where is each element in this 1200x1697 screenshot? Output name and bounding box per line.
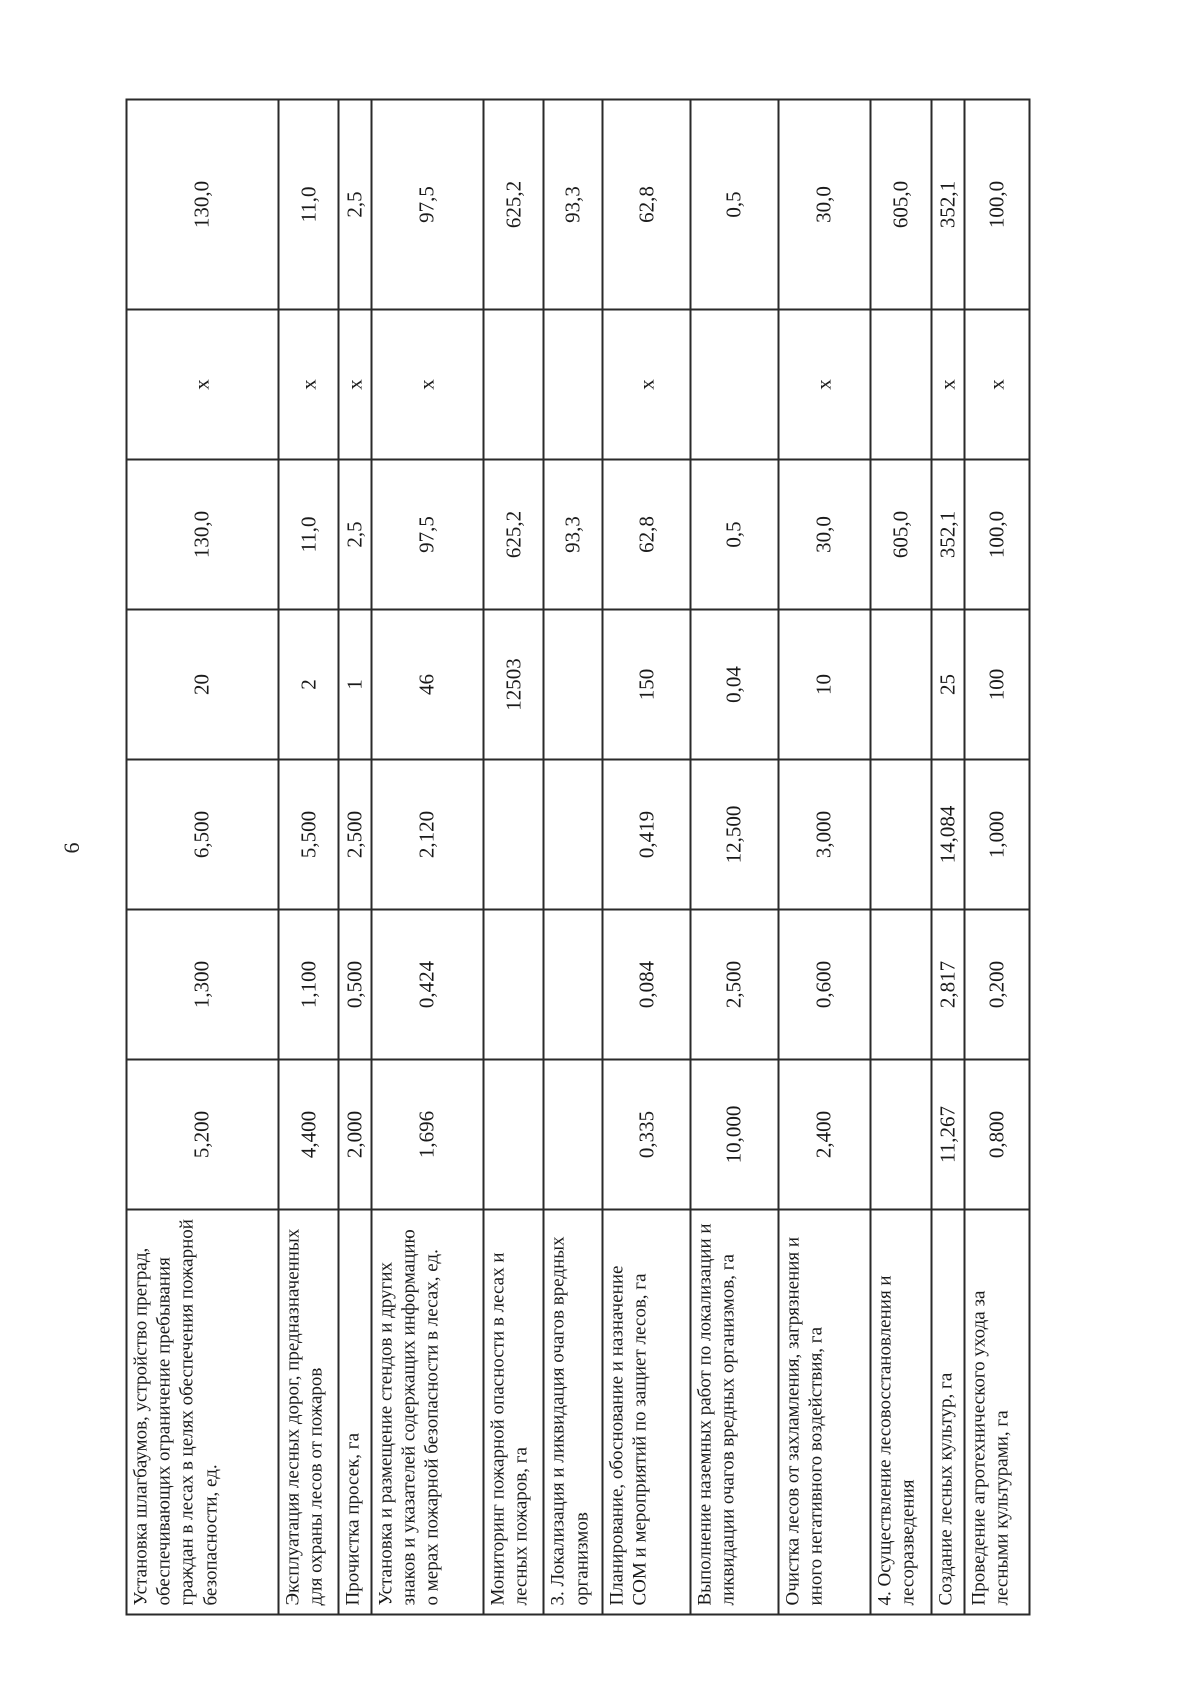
cell-value: 25	[931, 610, 964, 760]
cell-value: 605,0	[870, 460, 931, 610]
cell-value: 0,5	[690, 100, 778, 310]
row-name: Эксплуатация лесных дорог, предназначенных для охраны лесов от пожаров	[278, 1210, 339, 1615]
cell-value	[870, 310, 931, 460]
row-name: 3. Локализация и ликвидация очагов вредных организмов	[544, 1210, 603, 1615]
table-row	[544, 100, 603, 1615]
table-row	[778, 100, 870, 1615]
cell-value	[870, 610, 931, 760]
cell-value: 10,000	[690, 1060, 778, 1210]
cell-value: x	[778, 310, 870, 460]
cell-value: x	[931, 310, 964, 460]
cell-value: x	[371, 310, 483, 460]
table-row	[371, 100, 483, 1615]
cell-value	[544, 610, 603, 760]
cell-value: 2,500	[690, 910, 778, 1060]
row-name: Прочистка просек, га	[339, 1210, 371, 1615]
cell-value: 62,8	[603, 460, 691, 610]
cell-value: 10	[778, 610, 870, 760]
cell-value: 0,04	[690, 610, 778, 760]
rotated-table-container	[126, 101, 1031, 1616]
cell-value: 130,0	[127, 460, 279, 610]
cell-value: 0,600	[778, 910, 870, 1060]
cell-value: 3,000	[778, 760, 870, 910]
cell-value: 11,0	[278, 460, 339, 610]
cell-value: x	[965, 310, 1030, 460]
cell-value: 62,8	[603, 100, 691, 310]
row-name: Проведение агротехнического ухода за лесными культурами, га	[965, 1210, 1030, 1615]
cell-value	[544, 760, 603, 910]
cell-value: 1,696	[371, 1060, 483, 1210]
cell-value: 5,500	[278, 760, 339, 910]
cell-value: 130,0	[127, 100, 279, 310]
cell-value: 6,500	[127, 760, 279, 910]
cell-value: 11,267	[931, 1060, 964, 1210]
cell-value: 12,500	[690, 760, 778, 910]
cell-value: 625,2	[483, 100, 544, 310]
cell-value	[544, 910, 603, 1060]
page-number: 6	[59, 842, 84, 854]
cell-value: 97,5	[371, 460, 483, 610]
cell-value: 93,3	[544, 460, 603, 610]
cell-value: 14,084	[931, 760, 964, 910]
cell-value: 0,084	[603, 910, 691, 1060]
budget-table	[126, 99, 1031, 1616]
cell-value: 4,400	[278, 1060, 339, 1210]
cell-value: 2,5	[339, 100, 371, 310]
cell-value	[483, 760, 544, 910]
cell-value	[870, 760, 931, 910]
table-row	[339, 100, 371, 1615]
cell-value: 150	[603, 610, 691, 760]
cell-value: 0,200	[965, 910, 1030, 1060]
cell-value: 1,300	[127, 910, 279, 1060]
cell-value: 2,5	[339, 460, 371, 610]
cell-value: 5,200	[127, 1060, 279, 1210]
row-name: Планирование, обоснование и назначение СОМ и мероприятий по защиет лесов, га	[603, 1210, 691, 1615]
cell-value: 0,5	[690, 460, 778, 610]
cell-value: 2,000	[339, 1060, 371, 1210]
cell-value: 0,419	[603, 760, 691, 910]
cell-value: 100,0	[965, 460, 1030, 610]
cell-value	[870, 1060, 931, 1210]
cell-value: 0,800	[965, 1060, 1030, 1210]
cell-value: 352,1	[931, 100, 964, 310]
cell-value: x	[127, 310, 279, 460]
row-name: Выполнение наземных работ по локализации и ликвидации очагов вредных организмов, га	[690, 1210, 778, 1615]
cell-value: 0,500	[339, 910, 371, 1060]
cell-value: 2,500	[339, 760, 371, 910]
cell-value: 2,120	[371, 760, 483, 910]
table-row	[931, 100, 964, 1615]
cell-value: 1,100	[278, 910, 339, 1060]
cell-value: x	[603, 310, 691, 460]
table-row	[278, 100, 339, 1615]
cell-value: 2,817	[931, 910, 964, 1060]
cell-value	[483, 910, 544, 1060]
row-name: 4. Осуществление лесовосстановления и лесоразведения	[870, 1210, 931, 1615]
cell-value	[483, 1060, 544, 1210]
cell-value: x	[278, 310, 339, 460]
table-row	[965, 100, 1030, 1615]
cell-value: 1,000	[965, 760, 1030, 910]
table-row	[603, 100, 691, 1615]
cell-value: 605,0	[870, 100, 931, 310]
cell-value: 11,0	[278, 100, 339, 310]
cell-value: 20	[127, 610, 279, 760]
cell-value: 97,5	[371, 100, 483, 310]
cell-value: 352,1	[931, 460, 964, 610]
cell-value: 0,335	[603, 1060, 691, 1210]
cell-value	[870, 910, 931, 1060]
row-name: Установка шлагбаумов, устройство преград, обеспечивающих ограничение пребывания граждан в лесах в целях обеспечения пожарной безопасности, ед.	[127, 1210, 279, 1615]
cell-value	[483, 310, 544, 460]
cell-value: 0,424	[371, 910, 483, 1060]
cell-value: 30,0	[778, 100, 870, 310]
cell-value	[544, 310, 603, 460]
cell-value: 100	[965, 610, 1030, 760]
row-name: Установка и размещение стендов и других знаков и указателей содержащих информацию о мерах пожарной безопасности в лесах, ед.	[371, 1210, 483, 1615]
cell-value	[544, 1060, 603, 1210]
row-name: Создание лесных культур, га	[931, 1210, 964, 1615]
cell-value: 2,400	[778, 1060, 870, 1210]
table-row	[690, 100, 778, 1615]
table-row	[127, 100, 279, 1615]
cell-value: 30,0	[778, 460, 870, 610]
cell-value: 93,3	[544, 100, 603, 310]
table-row	[870, 100, 931, 1615]
cell-value	[690, 310, 778, 460]
cell-value: x	[339, 310, 371, 460]
cell-value: 12503	[483, 610, 544, 760]
row-name: Очистка лесов от захламления, загрязнения и иного негативного воздействия, га	[778, 1210, 870, 1615]
cell-value: 625,2	[483, 460, 544, 610]
cell-value: 1	[339, 610, 371, 760]
cell-value: 46	[371, 610, 483, 760]
cell-value: 100,0	[965, 100, 1030, 310]
cell-value: 2	[278, 610, 339, 760]
row-name: Мониторинг пожарной опасности в лесах и лесных пожаров, га	[483, 1210, 544, 1615]
table-row	[483, 100, 544, 1615]
